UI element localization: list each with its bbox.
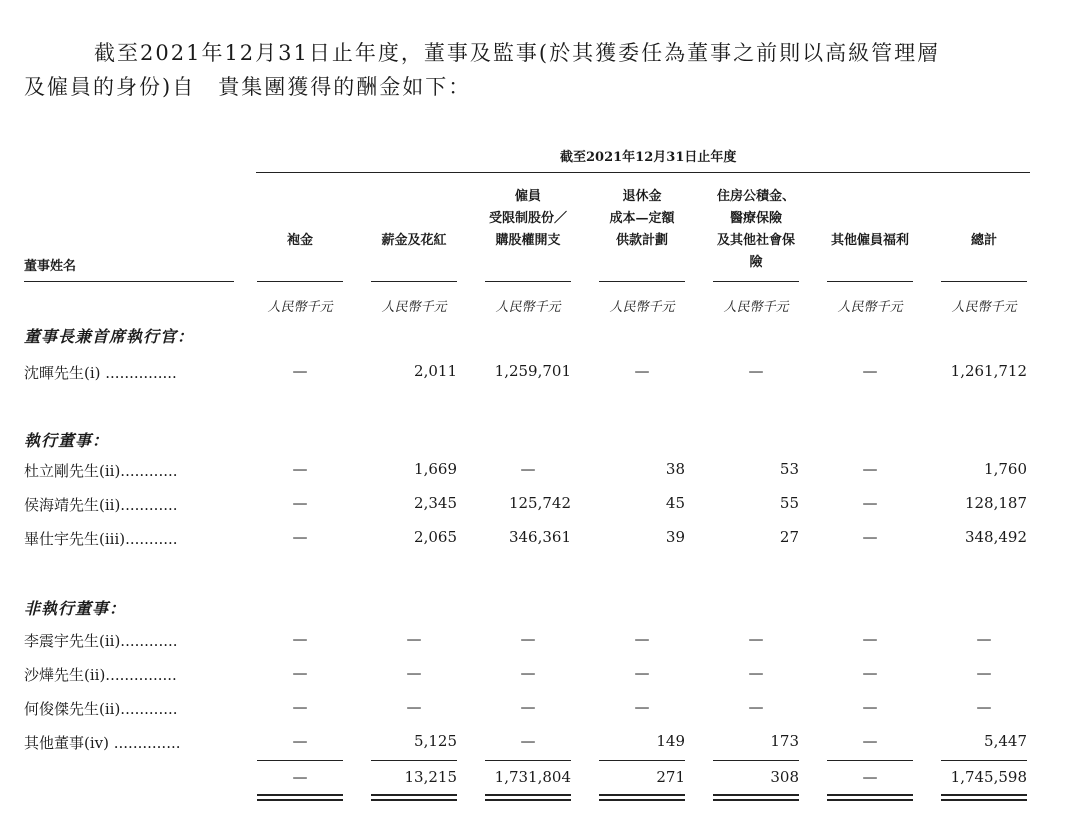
- table-cell: —: [406, 630, 422, 648]
- table-cell: 1,259,701: [494, 362, 571, 380]
- column-header-line: 總計: [970, 233, 997, 248]
- table-cell: —: [292, 698, 308, 716]
- column-header: [713, 186, 799, 274]
- table-row: [24, 732, 1034, 756]
- table-cell: —: [292, 494, 308, 512]
- section-title: 董事長兼首席執行官：: [24, 327, 195, 346]
- column-header-line: [257, 186, 343, 208]
- table-row: [24, 528, 1034, 552]
- column-unit: 人民幣千元: [609, 300, 675, 315]
- subtotal-rule: [371, 760, 457, 761]
- column-header-line: 醫療保險: [729, 211, 782, 226]
- column-header: [827, 186, 913, 252]
- table-cell: —: [862, 732, 878, 750]
- director-name: 沙燁先生(ii)...............: [24, 666, 177, 684]
- column-header: [371, 186, 457, 252]
- director-header-rule: [24, 281, 234, 282]
- table-cell: —: [292, 768, 308, 786]
- column-header: [257, 186, 343, 252]
- table-cell: 5,447: [984, 732, 1027, 750]
- section-title: 執行董事：: [24, 431, 110, 450]
- table-cell: 2,065: [414, 528, 457, 546]
- table-cell: —: [748, 664, 764, 682]
- table-cell: 45: [665, 494, 685, 512]
- period-title: 截至2021年12月31日止年度: [560, 150, 737, 165]
- column-unit: 人民幣千元: [267, 300, 333, 315]
- column-header-line: 購股權開支: [495, 233, 561, 248]
- table-cell: —: [292, 630, 308, 648]
- director-name: 畢仕宇先生(iii)...........: [24, 530, 178, 548]
- table-cell: —: [862, 494, 878, 512]
- column-header-line: 退休金: [622, 189, 662, 204]
- table-cell: 125,742: [508, 494, 571, 512]
- table-cell: —: [862, 768, 878, 786]
- table-cell: 27: [779, 528, 799, 546]
- table-cell: —: [520, 664, 536, 682]
- table-row: [24, 362, 1034, 386]
- subtotal-rule: [941, 760, 1027, 761]
- table-cell: —: [862, 460, 878, 478]
- table-cell: —: [862, 698, 878, 716]
- table-cell: —: [634, 362, 650, 380]
- director-name: 侯海靖先生(ii)............: [24, 496, 178, 514]
- table-cell: 38: [665, 460, 685, 478]
- table-cell: —: [292, 664, 308, 682]
- table-cell: 2,345: [414, 494, 457, 512]
- table-cell: 1,760: [984, 460, 1027, 478]
- table-row: [24, 630, 1034, 654]
- table-row: [24, 698, 1034, 722]
- table-cell: 39: [665, 528, 685, 546]
- column-header-line: [941, 186, 1027, 208]
- column-unit: 人民幣千元: [495, 300, 561, 315]
- table-cell: —: [748, 362, 764, 380]
- column-header-line: 成本—定額: [609, 211, 675, 226]
- column-header: [941, 186, 1027, 252]
- column-header-rule: [827, 281, 913, 282]
- subtotal-rule: [713, 760, 799, 761]
- column-unit: 人民幣千元: [951, 300, 1017, 315]
- table-cell: —: [862, 528, 878, 546]
- column-header-line: [371, 208, 457, 230]
- table-cell: —: [862, 664, 878, 682]
- column-header-line: 及其他社會保險: [716, 233, 795, 270]
- table-cell: 1,731,804: [494, 768, 571, 786]
- table-cell: —: [520, 460, 536, 478]
- total-double-rule: [827, 794, 913, 801]
- column-header-line: 袍金: [286, 233, 313, 248]
- subtotal-rule: [599, 760, 685, 761]
- table-cell: 1,745,598: [950, 768, 1027, 786]
- director-name-header: 董事姓名: [24, 259, 77, 274]
- table-cell: 2,011: [414, 362, 457, 380]
- subtotal-rule: [257, 760, 343, 761]
- column-header: [599, 186, 685, 252]
- section-title: 非執行董事：: [24, 599, 127, 618]
- table-cell: 308: [770, 768, 799, 786]
- table-cell: 1,669: [414, 460, 457, 478]
- column-unit: 人民幣千元: [381, 300, 447, 315]
- total-double-rule: [371, 794, 457, 801]
- column-header-line: 受限制股份／: [488, 211, 567, 226]
- table-cell: 5,125: [414, 732, 457, 750]
- column-header-line: [257, 208, 343, 230]
- table-cell: —: [520, 732, 536, 750]
- table-cell: —: [406, 698, 422, 716]
- table-cell: —: [748, 698, 764, 716]
- table-row: [24, 494, 1034, 518]
- total-double-rule: [257, 794, 343, 801]
- director-name: 杜立剛先生(ii)............: [24, 462, 178, 480]
- table-cell: 173: [770, 732, 799, 750]
- table-cell: 271: [656, 768, 685, 786]
- column-header-line: 僱員: [514, 189, 541, 204]
- director-name: 何俊傑先生(ii)............: [24, 700, 178, 718]
- period-rule: [256, 172, 1030, 173]
- table-row: [24, 664, 1034, 688]
- table-row: [24, 460, 1034, 484]
- table-cell: —: [634, 698, 650, 716]
- intro-paragraph: [24, 36, 1060, 104]
- column-header-rule: [485, 281, 571, 282]
- table-cell: —: [292, 528, 308, 546]
- table-cell: 55: [779, 494, 799, 512]
- intro-line-2: 及僱員的身份)自 貴集團獲得的酬金如下：: [24, 75, 472, 99]
- column-header-line: 供款計劃: [615, 233, 668, 248]
- total-double-rule: [485, 794, 571, 801]
- table-cell: —: [862, 630, 878, 648]
- total-double-rule: [713, 794, 799, 801]
- table-cell: 128,187: [964, 494, 1027, 512]
- table-cell: —: [520, 698, 536, 716]
- table-cell: —: [292, 460, 308, 478]
- table-cell: —: [406, 664, 422, 682]
- column-header-line: [827, 208, 913, 230]
- column-header-rule: [713, 281, 799, 282]
- column-header-line: [941, 208, 1027, 230]
- director-name: 沈暉先生(i) ...............: [24, 364, 177, 382]
- total-double-rule: [941, 794, 1027, 801]
- table-cell: —: [748, 630, 764, 648]
- column-header-line: [371, 186, 457, 208]
- table-cell: —: [862, 362, 878, 380]
- table-row: [24, 768, 1034, 792]
- table-cell: 348,492: [964, 528, 1027, 546]
- director-name: 其他董事(iv) ..............: [24, 734, 181, 752]
- column-header-line: 薪金及花紅: [381, 233, 447, 248]
- column-header-line: 住房公積金、: [716, 189, 795, 204]
- column-unit: 人民幣千元: [723, 300, 789, 315]
- column-header-rule: [599, 281, 685, 282]
- table-cell: —: [976, 630, 992, 648]
- table-cell: —: [634, 664, 650, 682]
- table-cell: 53: [779, 460, 799, 478]
- subtotal-rule: [827, 760, 913, 761]
- table-cell: 346,361: [508, 528, 571, 546]
- director-name: 李震宇先生(ii)............: [24, 632, 178, 650]
- column-unit: 人民幣千元: [837, 300, 903, 315]
- total-double-rule: [599, 794, 685, 801]
- table-cell: —: [976, 664, 992, 682]
- column-header-rule: [941, 281, 1027, 282]
- column-header-rule: [257, 281, 343, 282]
- table-cell: —: [292, 732, 308, 750]
- table-cell: —: [976, 698, 992, 716]
- subtotal-rule: [485, 760, 571, 761]
- table-cell: —: [520, 630, 536, 648]
- table-cell: 149: [656, 732, 685, 750]
- column-header-line: 其他僱員福利: [830, 233, 909, 248]
- table-cell: —: [634, 630, 650, 648]
- table-cell: 13,215: [404, 768, 457, 786]
- column-header-line: [827, 186, 913, 208]
- table-cell: —: [292, 362, 308, 380]
- table-cell: 1,261,712: [950, 362, 1027, 380]
- column-header-rule: [371, 281, 457, 282]
- intro-line-1: 截至2021年12月31日止年度，董事及監事(於其獲委任為董事之前則以高級管理層: [94, 41, 941, 65]
- column-header: [485, 186, 571, 252]
